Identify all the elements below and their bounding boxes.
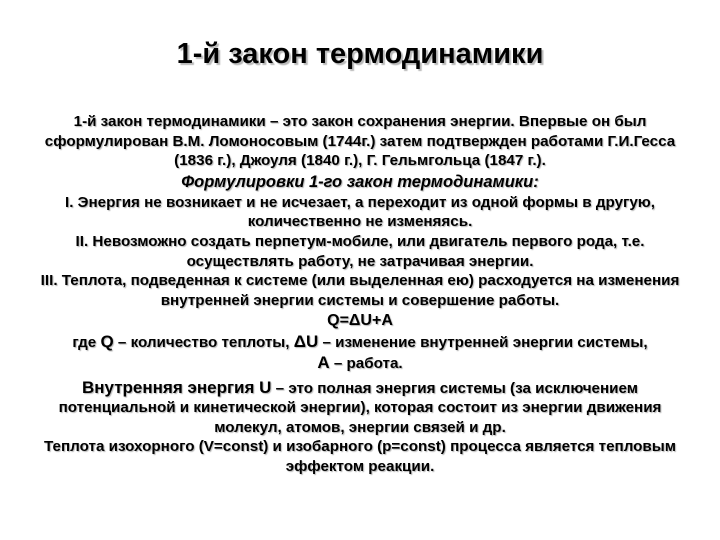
formulation-2: II. Невозможно создать перпетум-мобиле, или двигатель первого рода, т.е. осуществлять работу, не затрачивая энергии. <box>75 232 645 270</box>
legend-a-symbol: А <box>317 352 330 372</box>
legend-q-symbol: Q <box>100 332 114 352</box>
formulations-heading: Формулировки 1-го закон термодинамики: <box>181 172 539 191</box>
legend-du-symbol: ΔU <box>293 332 319 352</box>
slide-title: 1-й закон термодинамики <box>176 38 544 70</box>
formulation-1: I. Энергия не возникает и не исчезает, а переходит из одной формы в другую, количественно не изменяясь. <box>65 193 655 231</box>
internal-energy-dash: – это <box>271 379 318 397</box>
internal-energy-text: полная энергия системы (за исключением потенциальной и кинетической энергии), которая состоит из энергии движения молекул, атомов, энергии связей и др. <box>58 379 662 436</box>
legend-a-text: – работа. <box>329 354 403 372</box>
legend-q-text: – количество теплоты, <box>113 334 294 352</box>
intro-paragraph: 1-й закон термодинамики – это закон сохранения энергии. Впервые он был сформулирован В.М. Ломоносовым (1744г.) затем подтвержден работами Г.И.Гесса (1836 г.), Джоуля (1840 г.), Г. Гельмгольца (1847 г.). <box>44 113 676 170</box>
first-law-formula: Q=ΔU+A <box>327 312 393 330</box>
legend-prefix: где <box>72 334 101 352</box>
slide-body <box>40 112 680 477</box>
heat-effect-statement: Теплота изохорного (V=const) и изобарного (p=const) процесса является тепловым эффектом реакции. <box>44 438 676 475</box>
formulation-3: III. Теплота, подведенная к системе (или выделенная ею) расходуется на изменения внутренней энергии системы и совершение работы. <box>40 272 680 309</box>
internal-energy-term: Внутренняя энергия U <box>82 377 272 397</box>
legend-du-text: – изменение внутренней энергии системы, <box>318 334 648 352</box>
formula-legend <box>40 332 680 373</box>
internal-energy-definition <box>40 378 680 438</box>
